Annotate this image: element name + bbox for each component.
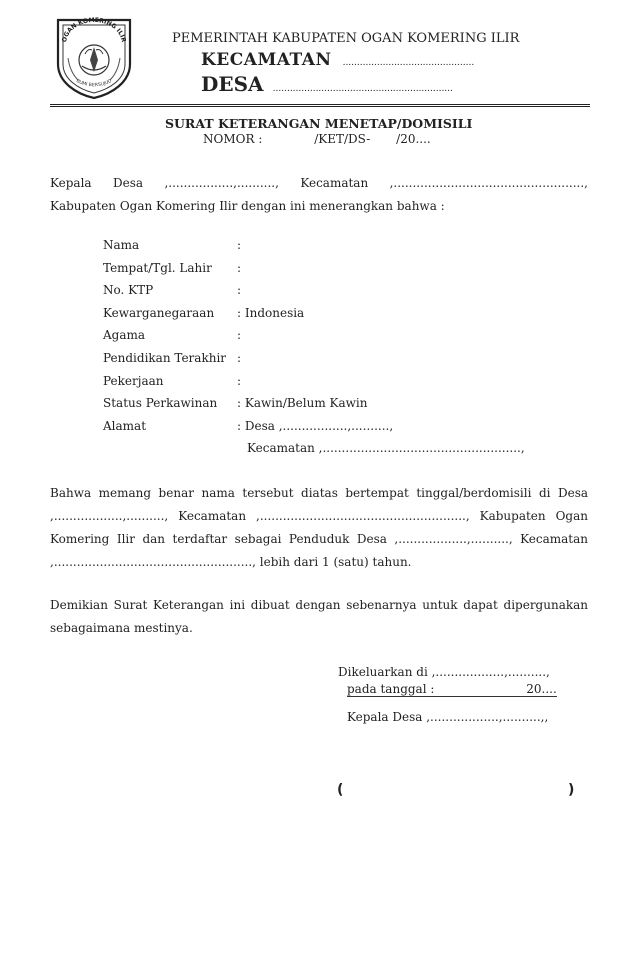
- field-label: Agama: [103, 328, 146, 343]
- body-p2-line-2: sebagaimana mestinya.: [50, 621, 193, 635]
- field-row: [103, 351, 241, 365]
- field-value: :: [237, 328, 242, 343]
- issued-date: [347, 682, 557, 697]
- field-label: Alamat: [103, 418, 147, 433]
- field-row: [103, 261, 241, 275]
- field-label: No. KTP: [103, 283, 154, 298]
- field-value: : Indonesia: [237, 305, 305, 320]
- field-value: :: [237, 283, 242, 298]
- nomor-end: /20....: [396, 132, 431, 146]
- field-value: : Desa ,.................,..........,: [237, 418, 394, 433]
- field-value: :: [237, 351, 242, 365]
- body-p1-line-1: Bahwa memang benar nama tersebut diatas bertempat tinggal/berdomisili di Desa: [50, 486, 588, 500]
- issued-place: Dikeluarkan di ,..................,..........,: [338, 665, 550, 679]
- field-row: [103, 419, 393, 433]
- intro-word: ,.................,..........,: [164, 176, 279, 190]
- field-row: [103, 238, 241, 252]
- field-row: [103, 283, 241, 297]
- body-p1-line-4: ,...................................................., lebih dari 1 (satu) tahun.: [50, 555, 412, 569]
- field-label: Kewarganegaraan: [103, 305, 215, 320]
- field-value: :: [237, 260, 242, 275]
- nomor-mid: /KET/DS-: [314, 132, 371, 146]
- intro-word: Kepala: [50, 176, 92, 190]
- header-rule: [50, 104, 590, 107]
- date-year: 20....: [526, 682, 557, 696]
- intro-word: ,..................................................,: [389, 176, 588, 190]
- field-label: Pendidikan Terakhir: [103, 351, 227, 365]
- signature-close-paren: ): [568, 782, 575, 798]
- header-kecamatan-label: KECAMATAN: [201, 50, 332, 70]
- header-government: PEMERINTAH KABUPATEN OGAN KOMERING ILIR: [172, 31, 520, 46]
- regency-logo: [52, 14, 136, 100]
- intro-word: Kecamatan: [300, 176, 369, 190]
- body-p1-line-2: ,..................,.........., Kecamatan ,......................................................, Kabupaten Ogan: [50, 509, 588, 523]
- nomor-label: NOMOR :: [203, 132, 263, 146]
- letter-number: [203, 132, 431, 146]
- header-kecamatan-dots: ..............................................: [342, 58, 475, 68]
- field-row: [103, 396, 368, 410]
- field-value: :: [237, 373, 242, 388]
- signatory-position: Kepala Desa ,..................,..........,,: [347, 710, 549, 724]
- intro-word: Desa: [113, 176, 144, 190]
- letter-title: SURAT KETERANGAN MENETAP/DOMISILI: [165, 116, 473, 131]
- field-row: [103, 306, 304, 320]
- body-p1-line-3: Komering Ilir dan terdaftar sebagai Penduduk Desa ,..................,.........., Kecamatan: [50, 532, 588, 546]
- field-row: [103, 374, 241, 388]
- date-label: pada tanggal :: [347, 682, 435, 696]
- field-label: Nama: [103, 238, 140, 252]
- header-kecamatan: [201, 50, 474, 70]
- field-value: : Kawin/Belum Kawin: [237, 396, 368, 411]
- field-label: Status Perkawinan: [103, 396, 218, 411]
- logo-top-text: OGAN KOMERING ILIR: [61, 16, 127, 43]
- field-label: Pekerjaan: [103, 373, 164, 388]
- header-desa-label: DESA: [201, 72, 264, 96]
- field-value: :: [237, 238, 242, 252]
- header-desa-dots: ...............................................................: [272, 84, 453, 94]
- body-p2-line-1: Demikian Surat Keterangan ini dibuat dengan sebenarnya untuk dapat dipergunakan: [50, 598, 588, 612]
- intro-line-2: Kabupaten Ogan Komering Ilir dengan ini menerangkan bahwa :: [50, 199, 445, 213]
- header-desa: [201, 72, 453, 96]
- field-label: Tempat/Tgl. Lahir: [103, 260, 212, 275]
- intro-line-1: [50, 176, 588, 190]
- field-row: [103, 328, 241, 342]
- logo-bottom-text: BUMI BERSUJUD: [75, 79, 113, 89]
- signature-open-paren: (: [337, 782, 344, 798]
- alamat-kecamatan-line: Kecamatan ,....................................................,: [247, 441, 525, 455]
